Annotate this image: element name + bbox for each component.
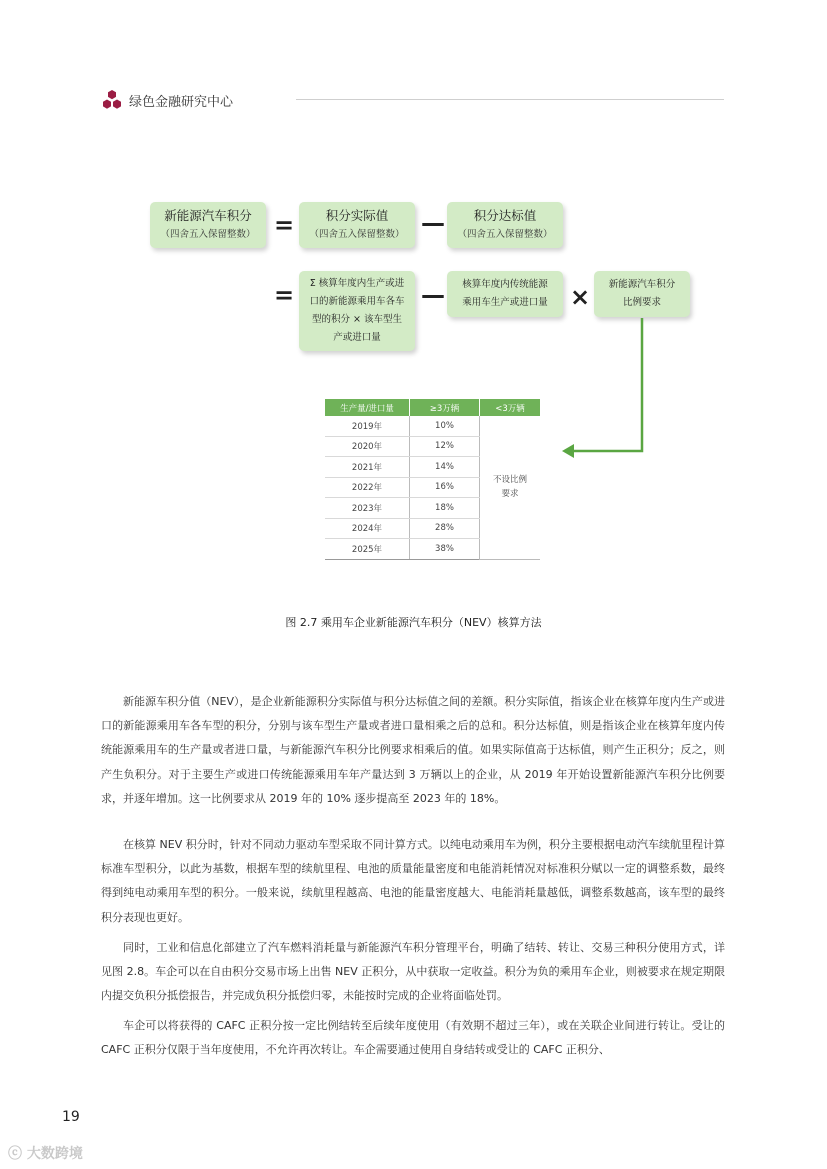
paragraph-nev-definition: 新能源车积分值（NEV），是企业新能源积分实际值与积分达标值之间的差额。积分实际值，指该企业在核算年度内生产或进口的新能源乘用车各车型的积分，分别与该车型生产量或者进口量相乘之后的总和。积分达标值，则是指该企业在核算年度内传统能源乘用车的生产量或者进口量，与新能源汽车积分比例要求相乘后的值。如果实际值高于达标值，则产生正积分；反之，则产生负积分。对于主要生产或进口传统能源乘用车年产量达到 3 万辆以上的企业，从 2019 年开始设置新能源汽车积分比例要求，并逐年增加。这一比例要求从 2019 年的 10% 逐步提高至 2023 年的 18%。	[101, 695, 725, 805]
target-value-title: 积分达标值	[473, 208, 537, 223]
traditional-vehicle-box	[447, 271, 563, 317]
minus-sign-1: —	[421, 209, 445, 237]
page-number: 19	[62, 1109, 80, 1125]
ratio-cell: 38%	[410, 539, 480, 560]
target-value-note: （四舍五入保留整数）	[457, 229, 553, 240]
sum-line-1: Σ 核算年度内生产或进	[309, 278, 405, 289]
traditional-line-2: 乘用车生产或进口量	[462, 297, 548, 308]
no-requirement-cell	[480, 416, 541, 559]
figure-caption: 图 2.7 乘用车企业新能源汽车积分（NEV）核算方法	[285, 616, 542, 629]
target-value-box	[447, 202, 563, 248]
sum-line-3: 型的积分 × 该车型生	[312, 314, 402, 325]
table-header-row	[325, 399, 540, 416]
minus-sign-2: —	[421, 281, 445, 309]
header-under-30k: <3万辆	[480, 399, 541, 416]
year-cell: 2024年	[325, 518, 410, 539]
year-cell: 2021年	[325, 457, 410, 478]
watermark-text: 大数跨境	[26, 1146, 83, 1162]
equals-sign-1: =	[274, 211, 295, 239]
organization-name: 绿色金融研究中心	[129, 95, 234, 110]
nev-credit-box	[150, 202, 266, 248]
ratio-cell: 28%	[410, 518, 480, 539]
sum-credit-box	[299, 271, 415, 351]
actual-value-note: （四舍五入保留整数）	[309, 229, 405, 240]
sum-line-2: 口的新能源乘用车各车	[309, 296, 405, 307]
no-requirement-line-2: 要求	[501, 489, 519, 500]
table-row	[325, 416, 540, 436]
year-cell: 2019年	[325, 416, 410, 436]
times-sign: ×	[570, 283, 591, 311]
ratio-cell: 16%	[410, 477, 480, 498]
arrow-head-icon	[562, 444, 574, 458]
actual-value-title: 积分实际值	[325, 208, 389, 223]
watermark-icon: ⓒ	[8, 1146, 27, 1162]
paragraph-credit-platform: 同时，工业和信息化部建立了汽车燃料消耗量与新能源汽车积分管理平台，明确了结转、转让、交易三种积分使用方式，详见图 2.8。车企可以在自由积分交易市场上出售 NEV 正积分，从中获取一定收益。积分为负的乘用车企业，则被要求在规定期限内提交负积分抵偿报告，并完成负积分抵偿归零，未能按时完成的企业将面临处罚。	[101, 941, 725, 1003]
sum-line-4: 产或进口量	[333, 332, 381, 343]
paragraph-cafc-transfer: 车企可以将获得的 CAFC 正积分按一定比例结转至后续年度使用（有效期不超过三年），或在关联企业间进行转让。受让的 CAFC 正积分仅限于当年度使用，不允许再次转让。车企需要通过使用自身结转或受让的 CAFC 正积分、	[101, 1019, 725, 1057]
ratio-cell: 18%	[410, 498, 480, 519]
ratio-cell: 12%	[410, 436, 480, 457]
equals-sign-2: =	[274, 281, 295, 309]
header-divider	[296, 99, 724, 100]
year-cell: 2025年	[325, 539, 410, 560]
header-over-30k: ≥3万辆	[410, 399, 480, 416]
hexagon-logo-icon	[101, 89, 123, 111]
year-cell: 2022年	[325, 477, 410, 498]
ratio-cell: 14%	[410, 457, 480, 478]
nev-ratio-table	[325, 399, 540, 560]
traditional-line-1: 核算年度内传统能源	[462, 279, 548, 290]
ratio-requirement-box	[594, 271, 690, 317]
ratio-line-1: 新能源汽车积分	[608, 279, 676, 290]
paragraph-nev-calculation: 在核算 NEV 积分时，针对不同动力驱动车型采取不同计算方式。以纯电动乘用车为例，积分主要根据电动汽车续航里程计算标准车型积分，以此为基数，根据车型的续航里程、电池的质量能量密度和电能消耗情况对标准积分赋以一定的调整系数，最终得到纯电动乘用车型的积分。一般来说，续航里程越高、电池的能量密度越大、电能消耗量越低，调整系数越高，该车型的最终积分表现也更好。	[101, 838, 725, 924]
actual-value-box	[299, 202, 415, 248]
header-production-volume: 生产量/进口量	[325, 399, 410, 416]
year-cell: 2023年	[325, 498, 410, 519]
no-requirement-line-1: 不设比例	[492, 475, 527, 486]
nev-credit-title: 新能源汽车积分	[164, 208, 252, 223]
nev-credit-note: （四舍五入保留整数）	[160, 229, 256, 240]
ratio-cell: 10%	[410, 416, 480, 436]
ratio-line-2: 比例要求	[622, 297, 661, 308]
watermark-logo	[8, 1143, 83, 1163]
year-cell: 2020年	[325, 436, 410, 457]
